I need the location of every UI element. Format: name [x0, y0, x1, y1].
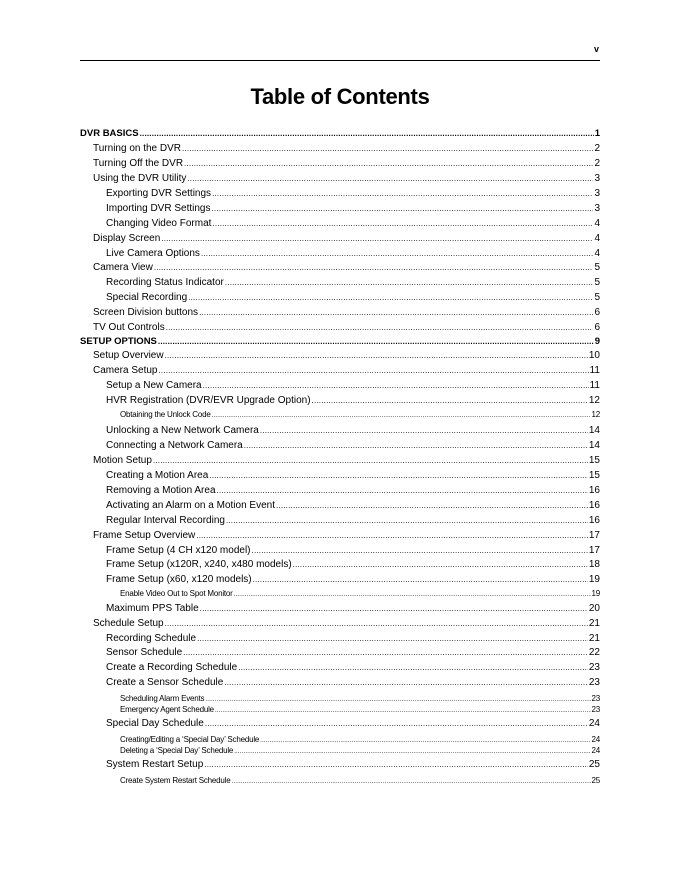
toc-entry[interactable]	[93, 233, 600, 245]
toc-entry-label: Using the DVR Utility	[93, 173, 187, 184]
dot-leader	[212, 203, 594, 215]
toc-entry-label: Special Day Schedule	[106, 718, 204, 729]
toc-entry-label: Deleting a ‘Special Day’ Schedule	[120, 746, 234, 755]
dot-leader	[197, 633, 588, 645]
dot-leader	[187, 173, 593, 185]
dot-leader	[161, 233, 593, 245]
toc-entry-label: Maximum PPS Table	[106, 603, 199, 614]
toc-entry[interactable]	[106, 470, 600, 482]
toc-entry[interactable]	[106, 203, 600, 215]
toc-entry-page: 4	[594, 233, 600, 244]
dot-leader	[154, 262, 594, 274]
dot-leader	[244, 440, 588, 452]
toc-entry[interactable]	[106, 662, 600, 674]
toc-entry-page: 19	[591, 589, 600, 598]
toc-entry-label: Motion Setup	[93, 455, 152, 466]
dot-leader	[182, 143, 593, 155]
header-divider	[80, 60, 600, 61]
dot-leader	[184, 158, 593, 170]
toc-entry-page: 15	[588, 470, 600, 481]
toc-entry[interactable]	[106, 218, 600, 230]
toc-entry[interactable]	[93, 365, 600, 377]
toc-entry-label: Connecting a Network Camera	[106, 440, 243, 451]
toc-entry-page: 2	[594, 143, 600, 154]
toc-entry[interactable]	[106, 677, 600, 689]
dot-leader	[215, 705, 591, 717]
dot-leader	[234, 589, 591, 601]
dot-leader	[188, 292, 593, 304]
toc-entry-label: Schedule Setup	[93, 618, 164, 629]
toc-entry[interactable]	[106, 718, 600, 730]
toc-entry[interactable]	[106, 395, 600, 407]
toc-entry-page: 12	[588, 395, 600, 406]
toc-entry-label: Frame Setup (4 CH x120 model)	[106, 545, 251, 556]
page-number: v	[594, 44, 600, 54]
toc-entry-label: TV Out Controls	[93, 322, 165, 333]
toc-entry[interactable]	[106, 188, 600, 200]
toc-entry-label: Create a Recording Schedule	[106, 662, 238, 673]
toc-entry-page: 11	[589, 380, 600, 391]
toc-entry-page: 24	[591, 735, 600, 744]
toc-entry[interactable]	[93, 158, 600, 170]
dot-leader	[252, 545, 588, 557]
toc-entry[interactable]	[106, 500, 600, 512]
toc-entry[interactable]	[106, 277, 600, 289]
toc-entry[interactable]	[106, 485, 600, 497]
toc-entry-label: Removing a Motion Area	[106, 485, 216, 496]
dot-leader	[212, 410, 591, 422]
toc-entry-page: 14	[588, 440, 600, 451]
toc-entry-page: 20	[588, 603, 600, 614]
toc-entry-label: DVR BASICS	[80, 128, 139, 139]
dot-leader	[196, 530, 588, 542]
toc-entry[interactable]	[120, 745, 600, 758]
dot-leader	[253, 574, 588, 586]
toc-entry-page: 3	[594, 203, 600, 214]
toc-entry[interactable]	[120, 409, 600, 422]
toc-entry-page: 6	[594, 307, 600, 318]
dot-leader	[158, 336, 594, 348]
toc-entry-label: Setup Overview	[93, 350, 164, 361]
dot-leader	[260, 425, 588, 437]
toc-entry-page: 5	[594, 292, 600, 303]
dot-leader	[199, 307, 593, 319]
toc-entry-label: System Restart Setup	[106, 759, 204, 770]
toc-entry-page: 22	[588, 647, 600, 658]
toc-entry-label: Exporting DVR Settings	[106, 188, 212, 199]
dot-leader	[203, 380, 589, 392]
toc-entry-label: Camera Setup	[93, 365, 158, 376]
toc-entry-label: Display Screen	[93, 233, 161, 244]
dot-leader	[165, 618, 588, 630]
toc-entry-label: Special Recording	[106, 292, 188, 303]
toc-entry[interactable]	[93, 618, 600, 630]
toc-entry-label: Recording Status Indicator	[106, 277, 224, 288]
toc-entry-label: Scheduling Alarm Events	[120, 694, 205, 703]
toc-entry-page: 23	[591, 705, 600, 714]
toc-entry-page: 17	[588, 530, 600, 541]
toc-entry-page: 21	[588, 633, 600, 644]
toc-entry[interactable]	[106, 380, 600, 392]
toc-entry-page: 12	[591, 410, 600, 419]
toc-entry-page: 10	[588, 350, 600, 361]
toc-entry-label: Turning Off the DVR	[93, 158, 184, 169]
toc-entry-label: Create System Restart Schedule	[120, 776, 231, 785]
toc-entry[interactable]	[106, 759, 600, 771]
toc-entry[interactable]	[106, 633, 600, 645]
toc-entry-label: Turning on the DVR	[93, 143, 182, 154]
toc-entry-page: 4	[594, 218, 600, 229]
toc-entry[interactable]	[80, 336, 600, 348]
toc-entry-page: 11	[589, 365, 600, 376]
toc-entry-label: Frame Setup (x60, x120 models)	[106, 574, 252, 585]
toc-entry[interactable]	[106, 440, 600, 452]
toc-entry-page: 5	[594, 277, 600, 288]
toc-entry-page: 2	[594, 158, 600, 169]
toc-entry-page: 18	[588, 559, 600, 570]
toc-entry[interactable]	[106, 292, 600, 304]
toc-entry[interactable]	[120, 704, 600, 717]
toc-entry-label: Screen Division buttons	[93, 307, 199, 318]
dot-leader	[225, 277, 594, 289]
toc-entry-page: 23	[591, 694, 600, 703]
toc-entry-page: 23	[588, 677, 600, 688]
toc-entry-page: 16	[588, 485, 600, 496]
toc-entry[interactable]	[93, 455, 600, 467]
toc-entry-page: 3	[594, 188, 600, 199]
toc-entry-page: 3	[594, 173, 600, 184]
toc-entry-label: Sensor Schedule	[106, 647, 183, 658]
dot-leader	[209, 470, 588, 482]
toc-entry[interactable]	[93, 350, 600, 362]
toc-entry-label: Regular Interval Recording	[106, 515, 225, 526]
dot-leader	[232, 776, 591, 788]
toc-entry-label: Create a Sensor Schedule	[106, 677, 224, 688]
toc-entry-label: Camera View	[93, 262, 153, 273]
dot-leader	[200, 603, 588, 615]
dot-leader	[183, 647, 588, 659]
toc-entry-label: Live Camera Options	[106, 248, 200, 259]
dot-leader	[217, 485, 588, 497]
dot-leader	[165, 350, 588, 362]
toc-entry[interactable]	[93, 322, 600, 334]
dot-leader	[158, 365, 588, 377]
toc-entry[interactable]	[106, 545, 600, 557]
toc-entry-label: SETUP OPTIONS	[80, 336, 157, 347]
toc-entry-page: 6	[594, 322, 600, 333]
toc-entry-page: 14	[588, 425, 600, 436]
toc-entry[interactable]	[106, 425, 600, 437]
toc-entry-label: Creating/Editing a ‘Special Day’ Schedule	[120, 735, 260, 744]
toc-entry[interactable]	[106, 603, 600, 615]
toc-entry-page: 25	[588, 759, 600, 770]
dot-leader	[166, 322, 594, 334]
toc-entry-page: 5	[594, 262, 600, 273]
dot-leader	[312, 395, 588, 407]
toc-entry[interactable]	[93, 173, 600, 185]
toc-entry-label: Obtaining the Unlock Code	[120, 410, 211, 419]
toc-entry-page: 1	[594, 128, 600, 139]
toc-entry-label: Activating an Alarm on a Motion Event	[106, 500, 275, 511]
toc-entry-page: 21	[588, 618, 600, 629]
toc-entry-page: 4	[594, 248, 600, 259]
toc-entry[interactable]	[93, 530, 600, 542]
toc-entry-label: Frame Setup (x120R, x240, x480 models)	[106, 559, 292, 570]
dot-leader	[293, 559, 588, 571]
dot-leader	[205, 718, 588, 730]
dot-leader	[226, 515, 588, 527]
toc-entry-page: 16	[588, 515, 600, 526]
toc-entry-label: Importing DVR Settings	[106, 203, 211, 214]
toc-entry-label: Emergency Agent Schedule	[120, 705, 214, 714]
toc-entry[interactable]	[106, 647, 600, 659]
toc-entry[interactable]	[120, 775, 600, 788]
dot-leader	[140, 128, 594, 140]
dot-leader	[276, 500, 588, 512]
dot-leader	[153, 455, 588, 467]
toc-entry[interactable]	[120, 588, 600, 601]
toc-entry-page: 19	[588, 574, 600, 585]
toc-entry-page: 15	[588, 455, 600, 466]
toc-entry-label: Setup a New Camera	[106, 380, 202, 391]
toc-entry[interactable]	[106, 515, 600, 527]
toc-entry[interactable]	[106, 559, 600, 571]
toc-entry[interactable]	[106, 248, 600, 260]
toc-entry-label: HVR Registration (DVR/EVR Upgrade Option)	[106, 395, 311, 406]
toc-entry-label: Enable Video Out to Spot Monitor	[120, 589, 233, 598]
dot-leader	[212, 218, 593, 230]
toc-entry-page: 23	[588, 662, 600, 673]
toc-entry-label: Recording Schedule	[106, 633, 197, 644]
page-title: Table of Contents	[250, 84, 430, 109]
dot-leader	[234, 746, 590, 758]
toc-entry-page: 16	[588, 500, 600, 511]
toc-entry-page: 17	[588, 545, 600, 556]
dot-leader	[212, 188, 593, 200]
dot-leader	[224, 677, 588, 689]
toc-entry-page: 24	[591, 746, 600, 755]
toc-entry[interactable]	[106, 574, 600, 586]
toc-entry[interactable]	[93, 307, 600, 319]
dot-leader	[204, 759, 588, 771]
toc-entry-page: 25	[591, 776, 600, 785]
toc-entry-label: Unlocking a New Network Camera	[106, 425, 259, 436]
dot-leader	[238, 662, 588, 674]
dot-leader	[201, 248, 594, 260]
toc-entry-label: Changing Video Format	[106, 218, 212, 229]
toc-entry-label: Creating a Motion Area	[106, 470, 209, 481]
toc-entry[interactable]	[93, 143, 600, 155]
toc-entry[interactable]	[93, 262, 600, 274]
toc-entry[interactable]	[80, 128, 600, 140]
toc-entry-label: Frame Setup Overview	[93, 530, 196, 541]
toc-entry-page: 24	[588, 718, 600, 729]
toc-entry-page: 9	[594, 336, 600, 347]
